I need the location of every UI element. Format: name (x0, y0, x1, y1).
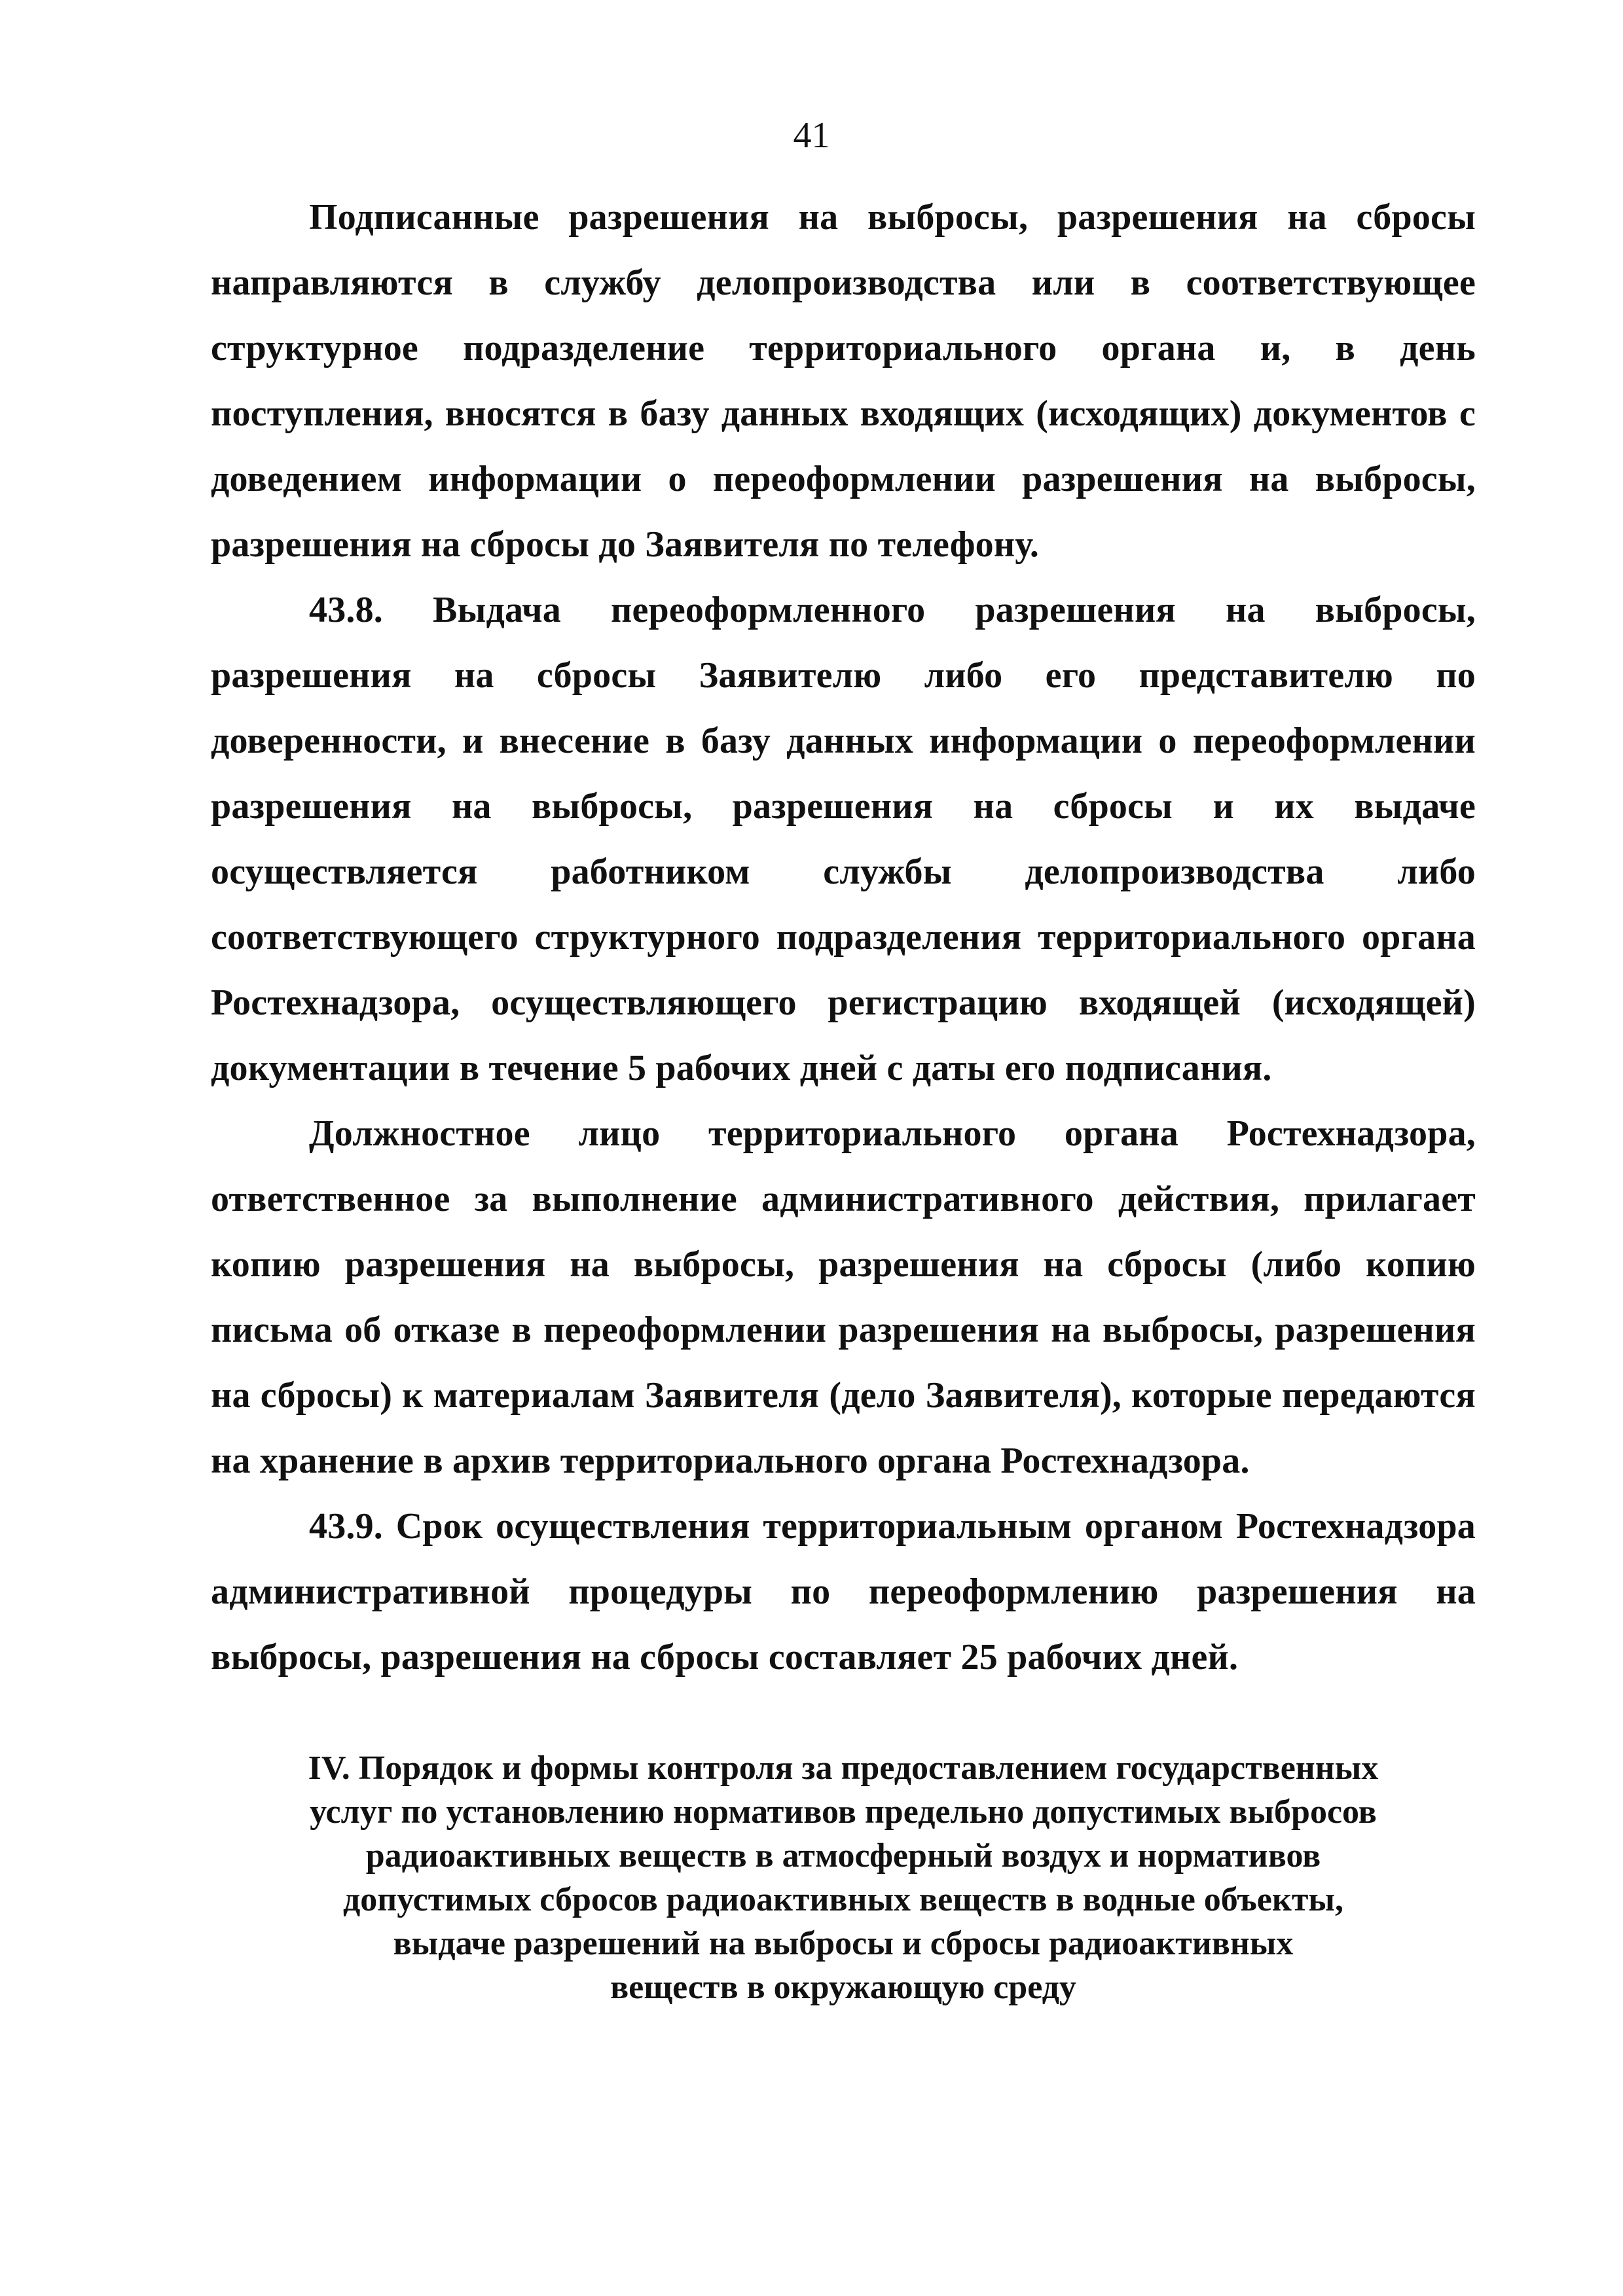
section-heading-iv (211, 1746, 1476, 2009)
paragraph-43-9: 43.9. Срок осуществления территориальным органом Ростехнадзора административной процедуры по переоформлению разрешения на выбросы, разрешения на сбросы составляет 25 рабочих дней. (211, 1506, 1476, 1677)
heading-line: IV. Порядок и формы контроля за предоставлением государственных (308, 1749, 1379, 1787)
paragraph-43-8: 43.8. Выдача переоформленного разрешения на выбросы, разрешения на сбросы Заявителю либо его представителю по доверенности, и внесение в базу данных информации о переоформлении разрешения на выбросы, разрешения на сбросы и их выдаче осуществляется работником службы делопроизводства либо соответствующего структурного подразделения территориального органа Ростехнадзора, осуществляющего регистрацию входящей (исходящей) документации в течение 5 рабочих дней с даты его подписания. (211, 590, 1476, 1088)
heading-line: радиоактивных веществ в атмосферный воздух и нормативов (365, 1837, 1321, 1874)
paragraph-official: Должностное лицо территориального органа Ростехнадзора, ответственное за выполнение административного действия, прилагает копию разрешения на выбросы, разрешения на сбросы (либо копию письма об отказе в переоформлении разрешения на выбросы, разрешения на сбросы) к материалам Заявителя (дело Заявителя), которые передаются на хранение в архив территориального органа Ростехнадзора. (211, 1113, 1476, 1481)
heading-line: услуг по установлению нормативов предельно допустимых выбросов (310, 1793, 1377, 1831)
paragraph-signed-permits: Подписанные разрешения на выбросы, разрешения на сбросы направляются в службу делопроизводства или в соответствующее структурное подразделение территориального органа и, в день поступления, вносятся в базу данных входящих (исходящих) документов с доведением информации о переоформлении разрешения на выбросы, разрешения на сбросы до Заявителя по телефону. (211, 197, 1476, 565)
page-number: 41 (793, 115, 830, 156)
heading-line: выдаче разрешений на выбросы и сбросы радиоактивных (393, 1925, 1294, 1962)
heading-line: допустимых сбросов радиоактивных веществ в водные объекты, (342, 1881, 1343, 1918)
heading-line: веществ в окружающую среду (610, 1969, 1076, 2006)
body-text (211, 185, 1476, 1690)
